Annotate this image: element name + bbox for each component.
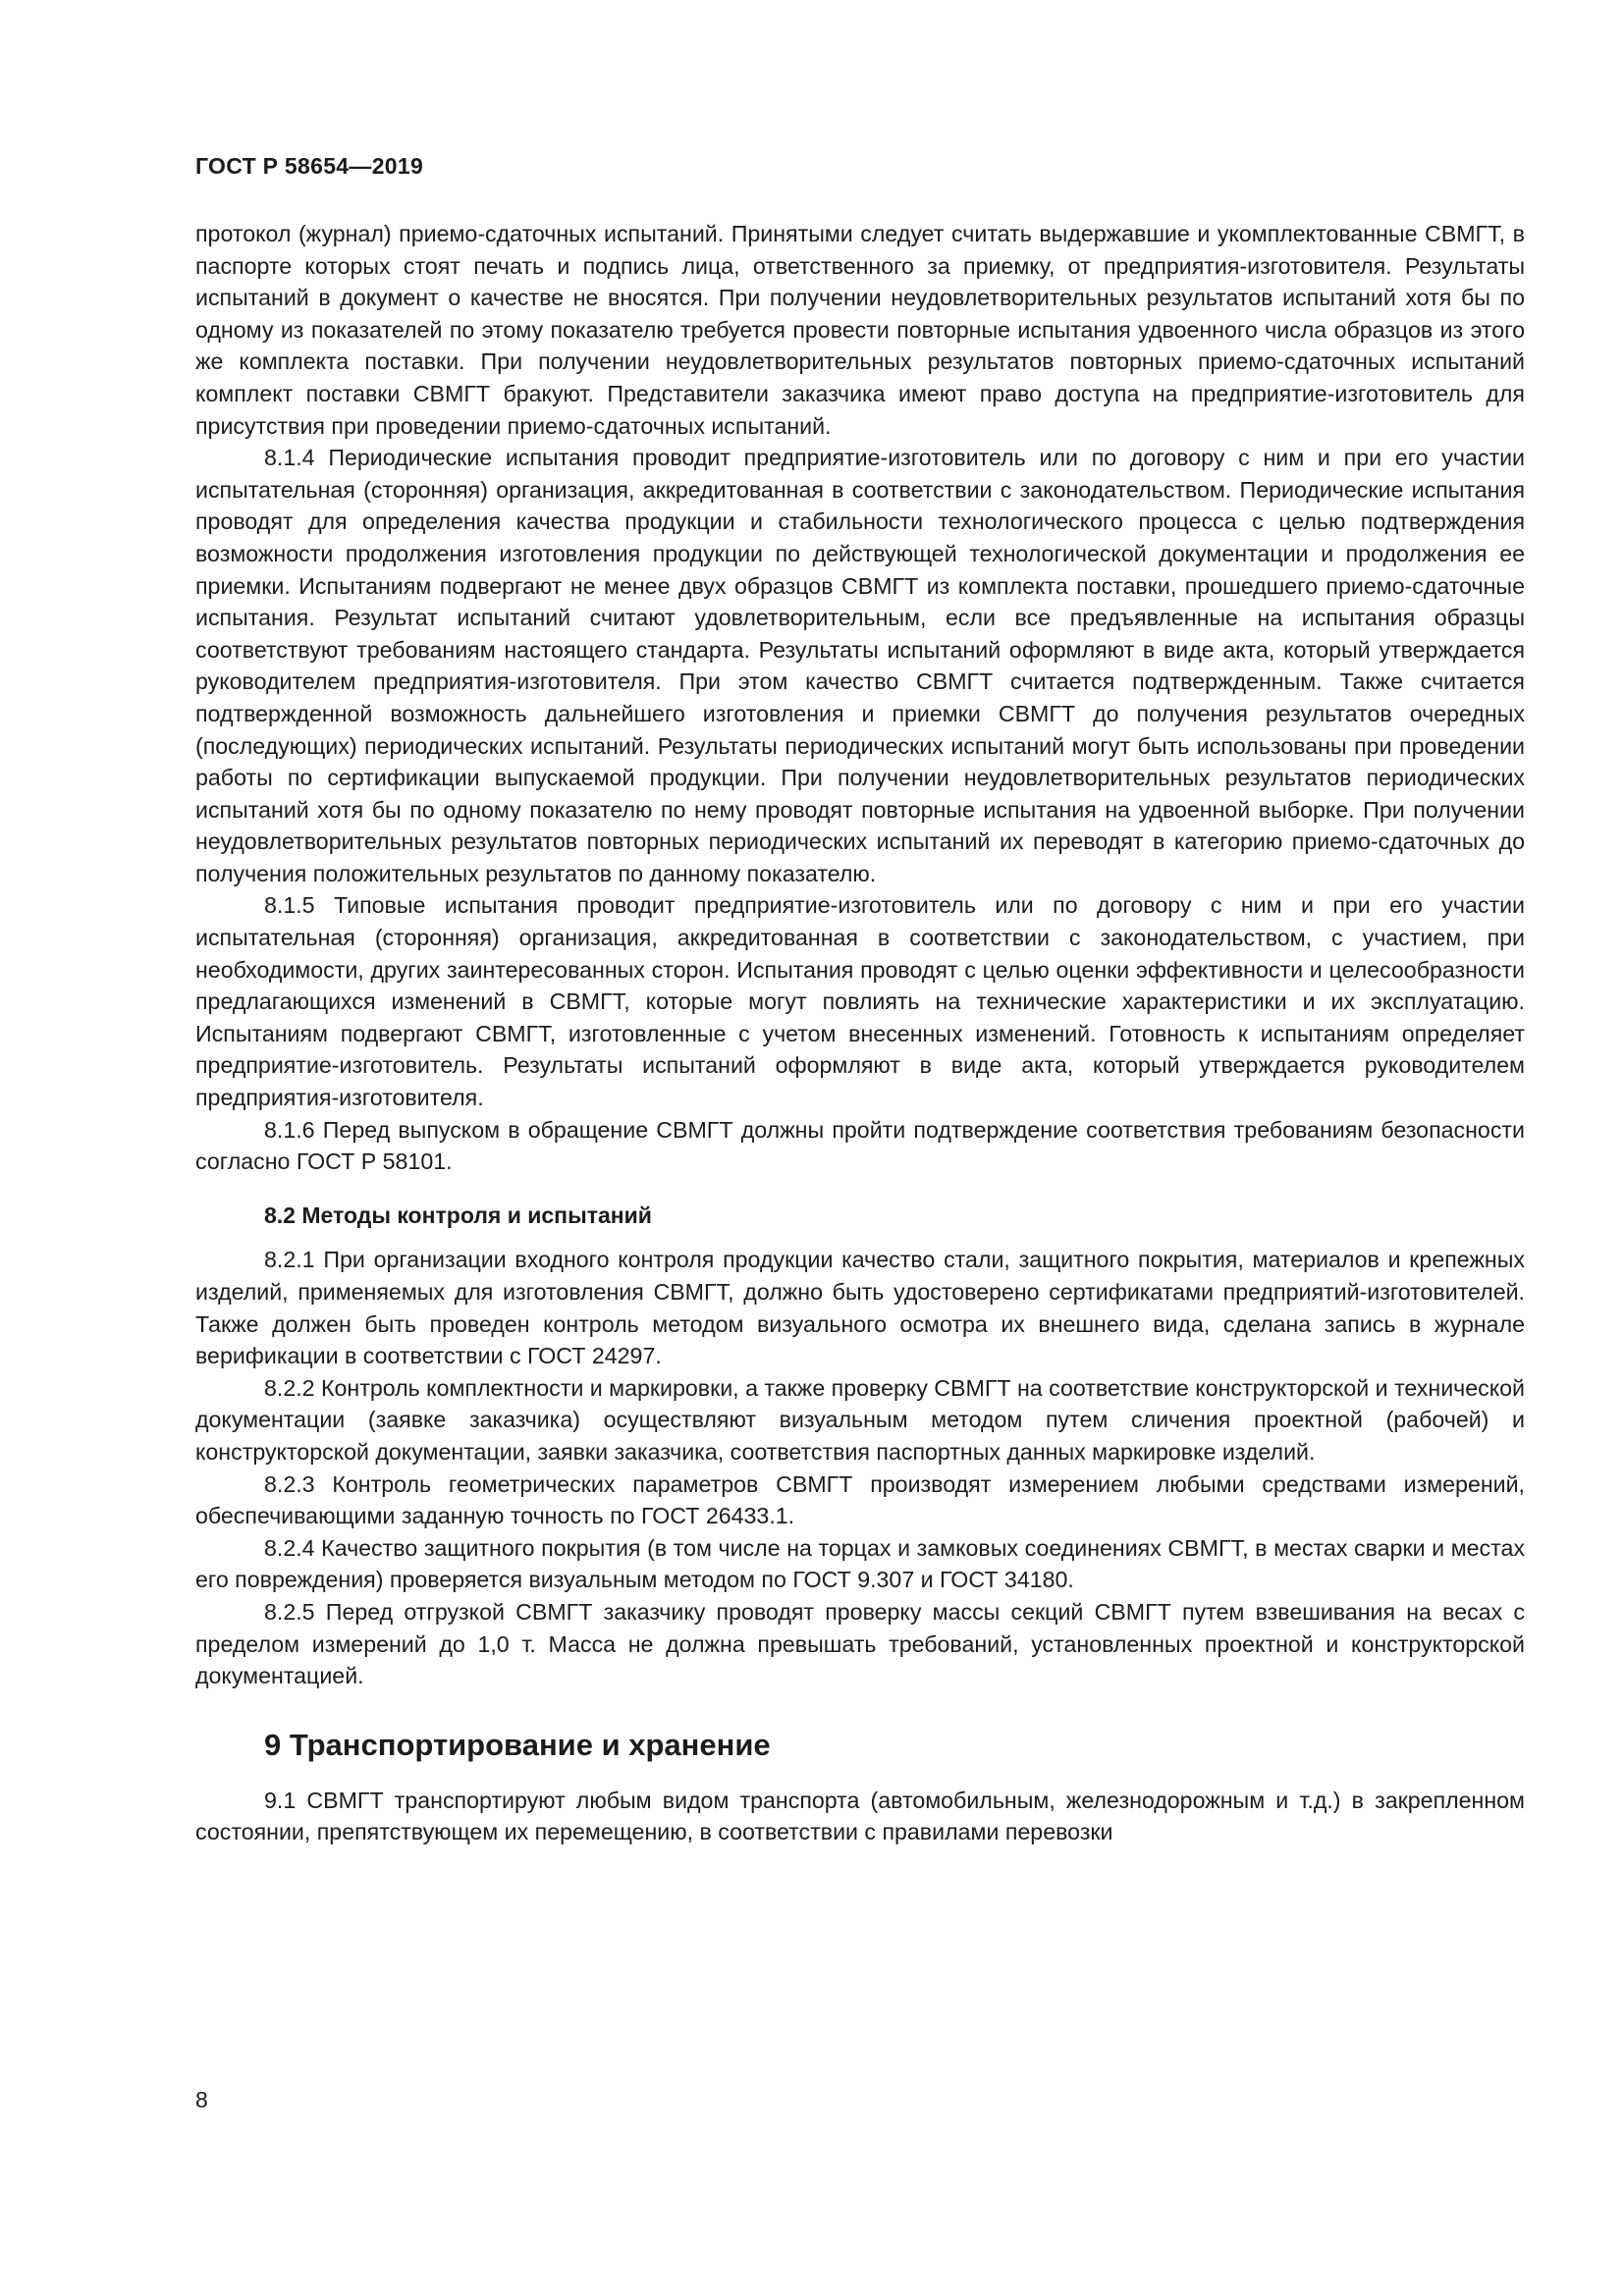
body-text [195, 218, 1525, 1848]
paragraph-8-2-1: 8.2.1 При организации входного контроля продукции качество стали, защитного покрытия, материалов и крепежных изделий, применяемых для изготовления СВМГТ, должно быть удостоверено сертификатами предприятий-изготовителей. Также должен быть проведен контроль методом визуального осмотра их внешнего вида, сделана запись в журнале верификации в соответствии с ГОСТ 24297. [195, 1247, 1525, 1369]
page-number: 8 [195, 2087, 208, 2112]
running-header: ГОСТ Р 58654—2019 [195, 153, 424, 179]
paragraph-8-1-6: 8.1.6 Перед выпуском в обращение СВМГТ должны пройти подтверждение соответствия требованиям безопасности согласно ГОСТ Р 58101. [195, 1116, 1525, 1175]
subsection-heading-8-2: 8.2 Методы контроля и испытаний [264, 1201, 652, 1228]
paragraph-9-1: 9.1 СВМГТ транспортируют любым видом транспорта (автомобильным, железнодорожным и т.д.) в закрепленном состоянии, препятствующем их перемещению, в соответствии с правилами перевозки [195, 1787, 1525, 1845]
paragraph-8-2-2: 8.2.2 Контроль комплектности и маркировки, а также проверку СВМГТ на соответствие конструкторской и технической документации (заявке заказчика) осуществляют визуальным методом путем сличения проектной (рабочей) и конструкторской документации, заявки заказчика, соответствия паспортных данных маркировке изделий. [195, 1374, 1525, 1465]
paragraph-8-2-5: 8.2.5 Перед отгрузкой СВМГТ заказчику проводят проверку массы секций СВМГТ путем взвешивания на весах с пределом измерений до 1,0 т. Масса не должна превышать требований, установленных проектной и конструкторской документацией. [195, 1598, 1525, 1689]
paragraph-8-2-4: 8.2.4 Качество защитного покрытия (в том числе на торцах и замковых соединениях СВМГТ, в местах сварки и местах его повреждения) проверяется визуальным методом по ГОСТ 9.307 и ГОСТ 34180. [195, 1534, 1525, 1593]
paragraph-8-2-3: 8.2.3 Контроль геометрических параметров СВМГТ производят измерением любыми средствами измерений, обеспечивающими заданную точность по ГОСТ 26433.1. [195, 1470, 1525, 1529]
paragraph-intro: протокол (журнал) приемо-сдаточных испытаний. Принятыми следует считать выдержавшие и укомплектованные СВМГТ, в паспорте которых стоят печать и подпись лица, ответственного за приемку, от предприятия-изготовителя. Результаты испытаний в документ о качестве не вносятся. При получении неудовлетворительных результатов испытаний хотя бы по одному из показателей по этому показателю требуется провести повторные испытания удвоенного числа образцов из этого же комплекта поставки. При получении неудовлетворительных результатов повторных приемо-сдаточных испытаний комплект поставки СВМГТ бракуют. Представители заказчика имеют право доступа на предприятие-изготовитель для присутствия при проведении приемо-сдаточных испытаний. [195, 221, 1525, 439]
paragraph-8-1-4: 8.1.4 Периодические испытания проводит предприятие-изготовитель или по договору с ним и при его участии испытательная (сторонняя) организация, аккредитованная в соответствии с законодательством. Периодические испытания проводят для определения качества продукции и стабильности технологического процесса с целью подтверждения возможности продолжения изготовления продукции по действующей технологической документации и продолжения ее приемки. Испытаниям подвергают не менее двух образцов СВМГТ из комплекта поставки, прошедшего приемо-сдаточные испытания. Результат испытаний считают удовлетворительным, если все предъявленные на испытания образцы соответствуют требованиям настоящего стандарта. Результаты испытаний оформляют в виде акта, который утверждается руководителем предприятия-изготовителя. При этом качество СВМГТ считается подтвержденным. Также считается подтвержденной возможность дальнейшего изготовления и приемки СВМГТ до получения результатов очередных (последующих) периодических испытаний. Результаты периодических испытаний могут быть использованы при проведении работы по сертификации выпускаемой продукции. При получении неудовлетворительных результатов периодических испытаний хотя бы по одному показателю по нему проводят повторные испытания на удвоенной выборке. При получении неудовлетворительных результатов повторных периодических испытаний их переводят в категорию приемо-сдаточных до получения положительных результатов по данному показателю. [195, 445, 1525, 886]
section-heading-9: 9 Транспортирование и хранение [264, 1727, 771, 1762]
paragraph-8-1-5: 8.1.5 Типовые испытания проводит предприятие-изготовитель или по договору с ним и при его участии испытательная (сторонняя) организация, аккредитованная в соответствии с законодательством, с участием, при необходимости, других заинтересованных сторон. Испытания проводят с целью оценки эффективности и целесообразности предлагающихся изменений в СВМГТ, которые могут повлиять на технические характеристики и их эксплуатацию. Испытаниям подвергают СВМГТ, изготовленные с учетом внесенных изменений. Готовность к испытаниям определяет предприятие-изготовитель. Результаты испытаний оформляют в виде акта, который утверждается руководителем предприятия-изготовителя. [195, 892, 1525, 1111]
